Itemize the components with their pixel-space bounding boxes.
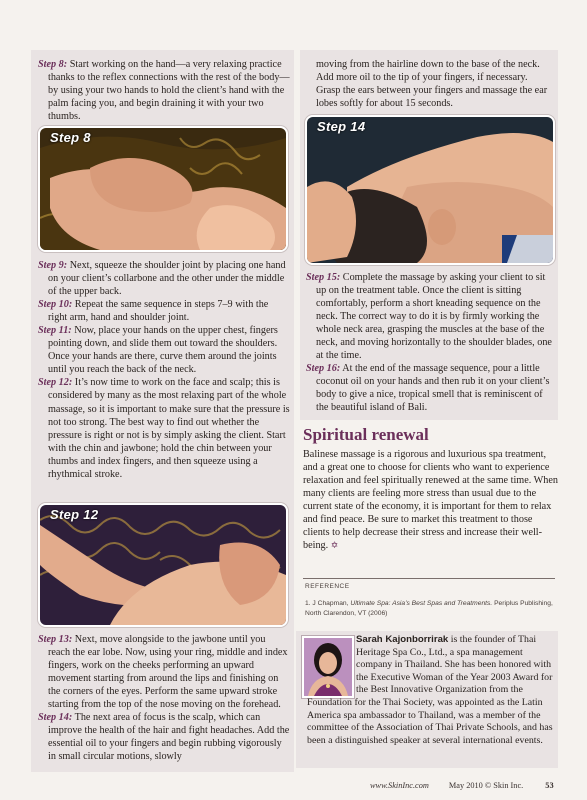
step-label: Step 16: — [306, 363, 341, 375]
step-16-paragraph — [306, 362, 556, 414]
photo-caption: Step 12 — [50, 507, 99, 522]
page-footer — [370, 781, 554, 790]
step-8-photo — [38, 126, 288, 252]
author-bio — [307, 634, 555, 747]
step-text: Complete the massage by asking your client to sit up on the treatment table. Once the client is sitting comfortably, perform a short kneading sequence on the neck. The correct way to do it is by firmly working the whole neck area, grasping the muscles at the base of the neck, and moving horizontally to the shoulder blades, one at the time. — [316, 272, 552, 362]
steps-15-16-paragraphs — [306, 271, 556, 415]
section-heading: Spiritual renewal — [303, 425, 429, 444]
step-label: Step 14: — [38, 712, 73, 724]
step-label: Step 12: — [38, 377, 73, 389]
step-label: Step 13: — [38, 634, 73, 645]
photo-caption: Step 8 — [50, 130, 91, 145]
step-text: Repeat the same sequence in steps 7–9 with the right arm, hand and shoulder joint. — [48, 299, 269, 324]
section-body — [303, 448, 559, 552]
step-label: Step 8: — [38, 59, 68, 70]
step-text: It’s now time to work on the face and scalp; this is considered by many as the most relaxing part of the whole massage, so it is important to make sure that the pressure is not too strong. The best way to find out whether the pressure is right or not is by simply asking the client. Start with the chin and jawbone; hold the chin between your thumbs and index fingers, and then squeeze using a rhythmical stroke. — [48, 377, 290, 480]
step-text: The next area of focus is the scalp, which can improve the health of the hair and fight headaches. Add the essential oil to your fingers and begin rubbing vigorously in small circular motions, slowly — [48, 712, 290, 763]
reference-prefix: 1. J Chapman, — [305, 600, 351, 607]
step-text: At the end of the massage sequence, pour a little coconut oil on your hands and then rub it on your client’s body to give a nice, tropical smell that is reminiscent of the beautiful island of Bali. — [316, 363, 550, 414]
step-text: Next, move alongside to the jawbone until you reach the ear lobe. Now, using your ring, middle and index fingers, work on the cheeks performing an upward movement starting from around the lips and finishing on the corners of the eyes. Perform the same upward stroke starting from the top of the nose moving on the forehead. — [48, 634, 288, 711]
step-14-photo — [305, 115, 555, 265]
section-body-text: Balinese massage is a rigorous and luxurious spa treatment, and a great one to choose for clients who want to experience relaxation and feel spiritually renewed at the same time. When many clients are feeling more stress than usual due to the current state of the economy, it is important for them to relax and find peace. Be sure to market this treatment to those clients to help decrease their stress and increase their well-being. — [303, 449, 558, 552]
face-massage-image — [40, 505, 286, 625]
step-8-paragraph — [38, 58, 290, 123]
reference-suffix: Periplus Publishing, North Clarendon, VT (2006) — [305, 600, 553, 617]
step-label: Step 9: — [38, 260, 68, 271]
step-label: Step 15: — [306, 272, 341, 283]
step-11-paragraph — [38, 324, 290, 376]
footer-issue: May 2010 © Skin Inc. — [448, 781, 524, 790]
step-text: Next, squeeze the shoulder joint by placing one hand on your client’s collarbone and the other under the middle of the upper back. — [48, 260, 286, 298]
reference-title: Ultimate Spa: Asia’s Best Spas and Treatments. — [350, 600, 493, 607]
step-12-paragraph — [38, 376, 290, 480]
step-10-paragraph — [38, 298, 290, 324]
step-9-paragraph — [38, 259, 290, 298]
step-13-paragraph — [38, 633, 290, 711]
page-number: 53 — [545, 781, 554, 790]
scalp-massage-image — [307, 117, 553, 263]
step-14-paragraph — [38, 711, 290, 763]
step-label: Step 11: — [38, 325, 72, 337]
author-bio-text: is the founder of Thai Heritage Spa Co., Ltd., a spa management company in Thailand. She has been honored with the Executive Woman of the Year 2003 Award for the Best Innovative Organization from the Foundation for the Thai Society, was appointed as the Latin America spa ambassador to Thailand, was a member of the committee of the Association of Thai Private Schools, and has been a distinguished speaker at several international events. — [307, 634, 553, 746]
steps-13-14-paragraphs — [38, 633, 290, 763]
step-12-photo — [38, 503, 288, 627]
step-14-continued-paragraph — [316, 58, 554, 110]
photo-caption: Step 14 — [317, 119, 366, 134]
step-text: Start working on the hand—a very relaxing practice thanks to the reflex connections with the rest of the body—by using your two hands to hold the client’s hand with the palm facing you, and begin draining it with your two thumbs. — [48, 59, 290, 123]
step-label: Step 10: — [38, 299, 73, 311]
reference-text — [305, 599, 555, 618]
reference-divider — [303, 578, 555, 579]
step-text: Now, place your hands on the upper chest, fingers pointing down, and slide them out toward the shoulders. Once your hands are there, curve them around the joints until you reach the back of the neck. — [48, 325, 278, 376]
reference-label: REFERENCE — [305, 583, 350, 590]
end-mark-icon: ✡ — [330, 540, 339, 551]
author-name: Sarah Kajonborrirak — [356, 634, 449, 645]
step-15-paragraph — [306, 271, 556, 362]
hand-massage-image — [40, 128, 286, 250]
step-text: moving from the hairline down to the base of the neck. Add more oil to the tip of your fingers, if necessary. Grasp the ears between your fingers and massage the ear lobes softly for about 15 seconds. — [316, 59, 548, 110]
steps-9-12-paragraphs — [38, 259, 290, 481]
footer-url[interactable]: www.SkinInc.com — [370, 781, 429, 790]
